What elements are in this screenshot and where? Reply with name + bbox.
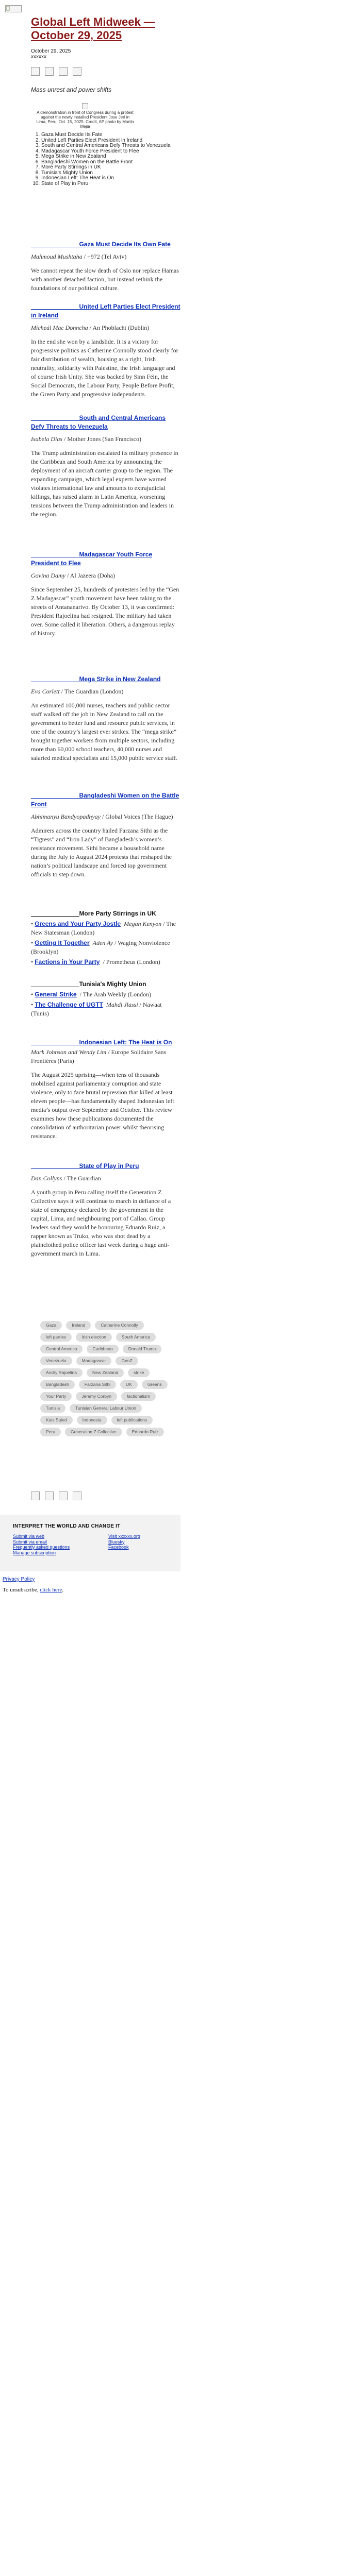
- tag-pill[interactable]: Donald Trump: [123, 1345, 161, 1353]
- footer-title: INTERPRET THE WORLD AND CHANGE IT: [13, 1523, 121, 1529]
- article-byline: Mark Johnson and Wendy Lim / Europe Solidaire Sans Frontières (Paris): [31, 1048, 167, 1064]
- toc-item: 3. South and Central Americans Defy Threats to Venezuela: [41, 143, 171, 149]
- bluesky-share-icon[interactable]: [59, 67, 68, 76]
- article-venezuela: [31, 414, 180, 519]
- tag-pill[interactable]: left parties: [40, 1333, 72, 1342]
- article-summary: An estimated 100,000 nurses, teachers and public sector staff walked off the job in New Zealand to call on the government to better fund and resource public services, in one of the country’s largest ever strikes. The “mega strike” brought together workers from multiple sectors, including more than 60,000 school teachers, 40,000 nurses and salaried medical specialists and 15,000 public service staff.: [31, 702, 178, 761]
- submit-web-link[interactable]: Submit via web: [13, 1534, 45, 1539]
- tag-pill[interactable]: Generation Z Collective: [65, 1428, 122, 1436]
- article-summary: The Trump administration escalated its military presence in the Caribbean and South America by announcing the deployment of an aircraft carrier group to the region. The expanding campaign, which legal experts have warned violates international law and amounts to extrajudicial killings, has raised alarm in Latin America, worsening tensions between the Trump administration and leaders in the region.: [31, 449, 178, 518]
- unsubscribe-link[interactable]: click here: [40, 1587, 62, 1593]
- article-title-link[interactable]: ______________South and Central Americans Defy Threats to Venezuela: [31, 414, 166, 430]
- article-gaza: [31, 240, 180, 293]
- article-summary: The August 2025 uprising—when tens of thousands mobilised against parliamentary corruption and state violence, only to face brutal repression that killed at least eleven people—has fundamentally shaped Indonesian left media’s output over September and October. This review examines how these publications documented the consolidation of authoritarian power whilst theorising resistance.: [31, 1071, 174, 1140]
- newsletter-header: [31, 15, 180, 93]
- article-ireland: [31, 302, 180, 399]
- article-byline: Isabela Dias / Mother Jones (San Francisco): [31, 435, 141, 443]
- tag-pill[interactable]: Jeremy Corbyn: [76, 1392, 117, 1401]
- article-new-zealand: [31, 675, 180, 762]
- article-title-link[interactable]: ______________Indonesian Left: The Heat is On: [31, 1039, 172, 1046]
- unsubscribe-line: To unsubscribe, click here.: [3, 1587, 64, 1593]
- share-icons: [31, 67, 180, 76]
- section-heading: ______________Tunisia's Mighty Union: [31, 980, 146, 988]
- tag-pill[interactable]: Venezuela: [40, 1357, 72, 1365]
- article-summary: A youth group in Peru calling itself the Generation Z Collective says it will continue to march in defiance of a state of emergency declared by the government in the capital, Lima, and neighbouring port of Callao. Group leaders said they would be honouring Eduardo Ruiz, a rapper known as Truko, who was shot dead by a plainclothed police officer last week during a huge anti-government march in Lima.: [31, 1189, 171, 1257]
- mini-link-item: • Greens and Your Party Jostle Megan Kenyon / The New Statesman (London): [31, 920, 176, 936]
- tag-pill[interactable]: Madagascar: [76, 1357, 112, 1365]
- article-indonesia: [31, 1038, 180, 1141]
- sender-mark: xxxxxx: [31, 54, 46, 60]
- x-icon[interactable]: [45, 1492, 54, 1500]
- article-byline: Eva Corlett / The Guardian (London): [31, 688, 124, 695]
- tag-pill[interactable]: Your Party: [40, 1392, 72, 1401]
- tag-pill[interactable]: Tunisian General Labour Union: [70, 1404, 142, 1413]
- mini-link-item: • Factions in Your Party / Prometheus (London): [31, 958, 160, 965]
- facebook-share-icon[interactable]: [31, 67, 40, 76]
- mini-link-item: • The Challenge of UGTT Mahdi Jlassi / Nawaat (Tunis): [31, 1001, 162, 1017]
- mini-link[interactable]: Greens and Your Party Jostle: [35, 920, 121, 927]
- article-title-link[interactable]: ______________State of Play in Peru: [31, 1162, 139, 1170]
- toc-item: 6. Bangladeshi Women on the Battle Front: [41, 160, 171, 165]
- broken-image-icon: [82, 103, 88, 109]
- mini-link-item: • General Strike / The Arab Weekly (London): [31, 991, 152, 998]
- tag-pill[interactable]: Greens: [142, 1380, 168, 1389]
- tag-pill[interactable]: Indonesia: [77, 1416, 107, 1425]
- section-tunisia: [31, 980, 180, 1018]
- tag-pill[interactable]: Irish election: [76, 1333, 112, 1342]
- tag-pill[interactable]: Eduardo Ruiz: [126, 1428, 165, 1436]
- website-icon[interactable]: [73, 1492, 81, 1500]
- article-byline: Abhimanyu Bandyopadhyay / Global Voices (The Hague): [31, 813, 173, 820]
- tag-pill[interactable]: factionalism: [121, 1392, 156, 1401]
- email-share-icon[interactable]: [73, 67, 81, 76]
- tag-pill[interactable]: Catherine Connolly: [95, 1321, 143, 1330]
- article-byline: Mahmoud Mushtaha / +972 (Tel Aviv): [31, 253, 127, 260]
- mini-link[interactable]: Getting It Together: [35, 939, 90, 946]
- feature-image: [36, 103, 134, 129]
- article-title-link[interactable]: ______________Gaza Must Decide Its Own Fate: [31, 241, 171, 248]
- tag-pill[interactable]: Bangladesh: [40, 1380, 75, 1389]
- submit-email-link[interactable]: Submit via email: [13, 1539, 47, 1545]
- article-summary: Admirers across the country hailed Farzana Sithi as the “Tigress” and “Iron Lady” of Bangladesh’s women’s resistance movement. Sithi became a household name during the July to August 2024 protests that reshaped the nation’s political landscape and forced top government officials to step down.: [31, 827, 172, 878]
- bluesky-link[interactable]: Bluesky: [108, 1539, 125, 1545]
- footer-panel: [0, 1515, 180, 1571]
- article-byline: Dan Collyns / The Guardian: [31, 1175, 101, 1182]
- article-summary: In the end she won by a landslide. It is a victory for progressive politics as Catherine Connolly stood clearly for fair distribution of wealth, housing as a right, Irish neutrality, solidarity with Palestine, the Irish language and of course Irish Unity. She was backed by Sinn Féin, the Social Democrats, the Labour Party, People Before Profit, the Green Party and progressive independents.: [31, 338, 178, 398]
- feature-caption: A demonstration in front of Congress during a protest against the newly installed President Jose Jeri in Lima, Peru, Oct. 15, 2025. Credit, AP photo by Martin Mejia: [36, 110, 134, 129]
- article-peru: [31, 1162, 180, 1258]
- facebook-link[interactable]: Facebook: [108, 1545, 129, 1550]
- article-madagascar: [31, 550, 180, 638]
- tag-pill[interactable]: Andry Rajoelina: [40, 1368, 83, 1377]
- toc-item: 2. United Left Parties Elect President in Ireland: [41, 138, 171, 144]
- facebook-icon[interactable]: [31, 1492, 40, 1500]
- tag-pill[interactable]: Caribbean: [87, 1345, 118, 1353]
- toc-item: 9. Indonesian Left: The Heat is On: [41, 176, 171, 181]
- footer-links-right: [108, 1534, 140, 1550]
- newsletter-title[interactable]: Global Left Midweek — October 29, 2025: [31, 15, 155, 42]
- issue-date: October 29, 2025: [31, 48, 71, 54]
- toc-item: 4. Madagascar Youth Force President to Flee: [41, 149, 171, 155]
- tag-pill[interactable]: Ireland: [66, 1321, 91, 1330]
- mini-link[interactable]: General Strike: [35, 991, 77, 998]
- tag-pill[interactable]: Gaza: [40, 1321, 62, 1330]
- article-byline: Govina Damy / Al Jazeera (Doha): [31, 572, 115, 579]
- article-title-link[interactable]: ______________Bangladeshi Women on the Battle Front: [31, 792, 179, 808]
- tag-pill[interactable]: Kais Saied: [40, 1416, 73, 1425]
- toc-item: 7. More Party Stirrings in UK: [41, 165, 171, 171]
- footer-links-left: [13, 1534, 70, 1555]
- tag-pill[interactable]: left publications: [111, 1416, 153, 1425]
- tag-list: [40, 1321, 177, 1436]
- toc-item: 1. Gaza Must Decide Its Fate: [41, 132, 171, 138]
- toc-item: 10. State of Play in Peru: [41, 181, 171, 187]
- tag-pill[interactable]: Peru: [40, 1428, 61, 1436]
- article-bangladesh: [31, 791, 180, 879]
- table-of-contents: [31, 132, 171, 187]
- logo-image[interactable]: [5, 5, 22, 12]
- mini-link[interactable]: The Challenge of UGTT: [35, 1001, 103, 1008]
- issue-tagline: Mass unrest and power shifts: [31, 86, 112, 93]
- social-icons: [31, 1492, 81, 1500]
- bluesky-icon[interactable]: [59, 1492, 68, 1500]
- article-title-link[interactable]: ______________Mega Strike in New Zealand: [31, 675, 161, 683]
- article-summary: Since September 25, hundreds of protesters led by the “Gen Z Madagascar” youth movement have been taking to the streets of Antananarivo. By October 13, it was confirmed: President Rajoelina had resigned. The military had taken over. Some called it liberation. Others, a dangerous replay of history.: [31, 586, 179, 637]
- mini-link[interactable]: Factions in Your Party: [35, 958, 100, 965]
- privacy-policy-link[interactable]: Privacy Policy: [3, 1577, 35, 1582]
- tag-pill[interactable]: New Zealand: [87, 1368, 124, 1377]
- tag-pill[interactable]: GenZ: [116, 1357, 138, 1365]
- tag-pill[interactable]: strike: [128, 1368, 150, 1377]
- mini-link-item: • Getting It Together Aden Ay / Waging Nonviolence (Brooklyn): [31, 939, 170, 955]
- tag-pill[interactable]: Central America: [40, 1345, 83, 1353]
- toc-item: 8. Tunisia's Mighty Union: [41, 171, 171, 176]
- manage-subscription-link[interactable]: Manage subscription: [13, 1550, 56, 1555]
- article-title-link[interactable]: ______________Madagascar Youth Force President to Flee: [31, 551, 153, 567]
- tag-pill[interactable]: Tunisia: [40, 1404, 65, 1413]
- section-uk: [31, 909, 180, 967]
- toc-item: 5. Mega Strike in New Zealand: [41, 154, 171, 160]
- article-byline: Mícheál Mac Donncha / An Phoblacht (Dublin): [31, 324, 150, 331]
- tag-pill[interactable]: UK: [120, 1380, 138, 1389]
- tag-pill[interactable]: Farzana Sithi: [79, 1380, 116, 1389]
- section-heading: ______________More Party Stirrings in UK: [31, 910, 156, 917]
- visit-site-link[interactable]: Visit xxxxxx.org: [108, 1534, 140, 1539]
- article-title-link[interactable]: ______________United Left Parties Elect President in Ireland: [31, 303, 180, 319]
- article-summary: We cannot repeat the slow death of Oslo nor replace Hamas with another detached faction, but instead rethink the foundations of our political culture.: [31, 267, 179, 292]
- faq-link[interactable]: Frequently asked questions: [13, 1545, 70, 1550]
- x-share-icon[interactable]: [45, 67, 54, 76]
- tag-pill[interactable]: South America: [116, 1333, 156, 1342]
